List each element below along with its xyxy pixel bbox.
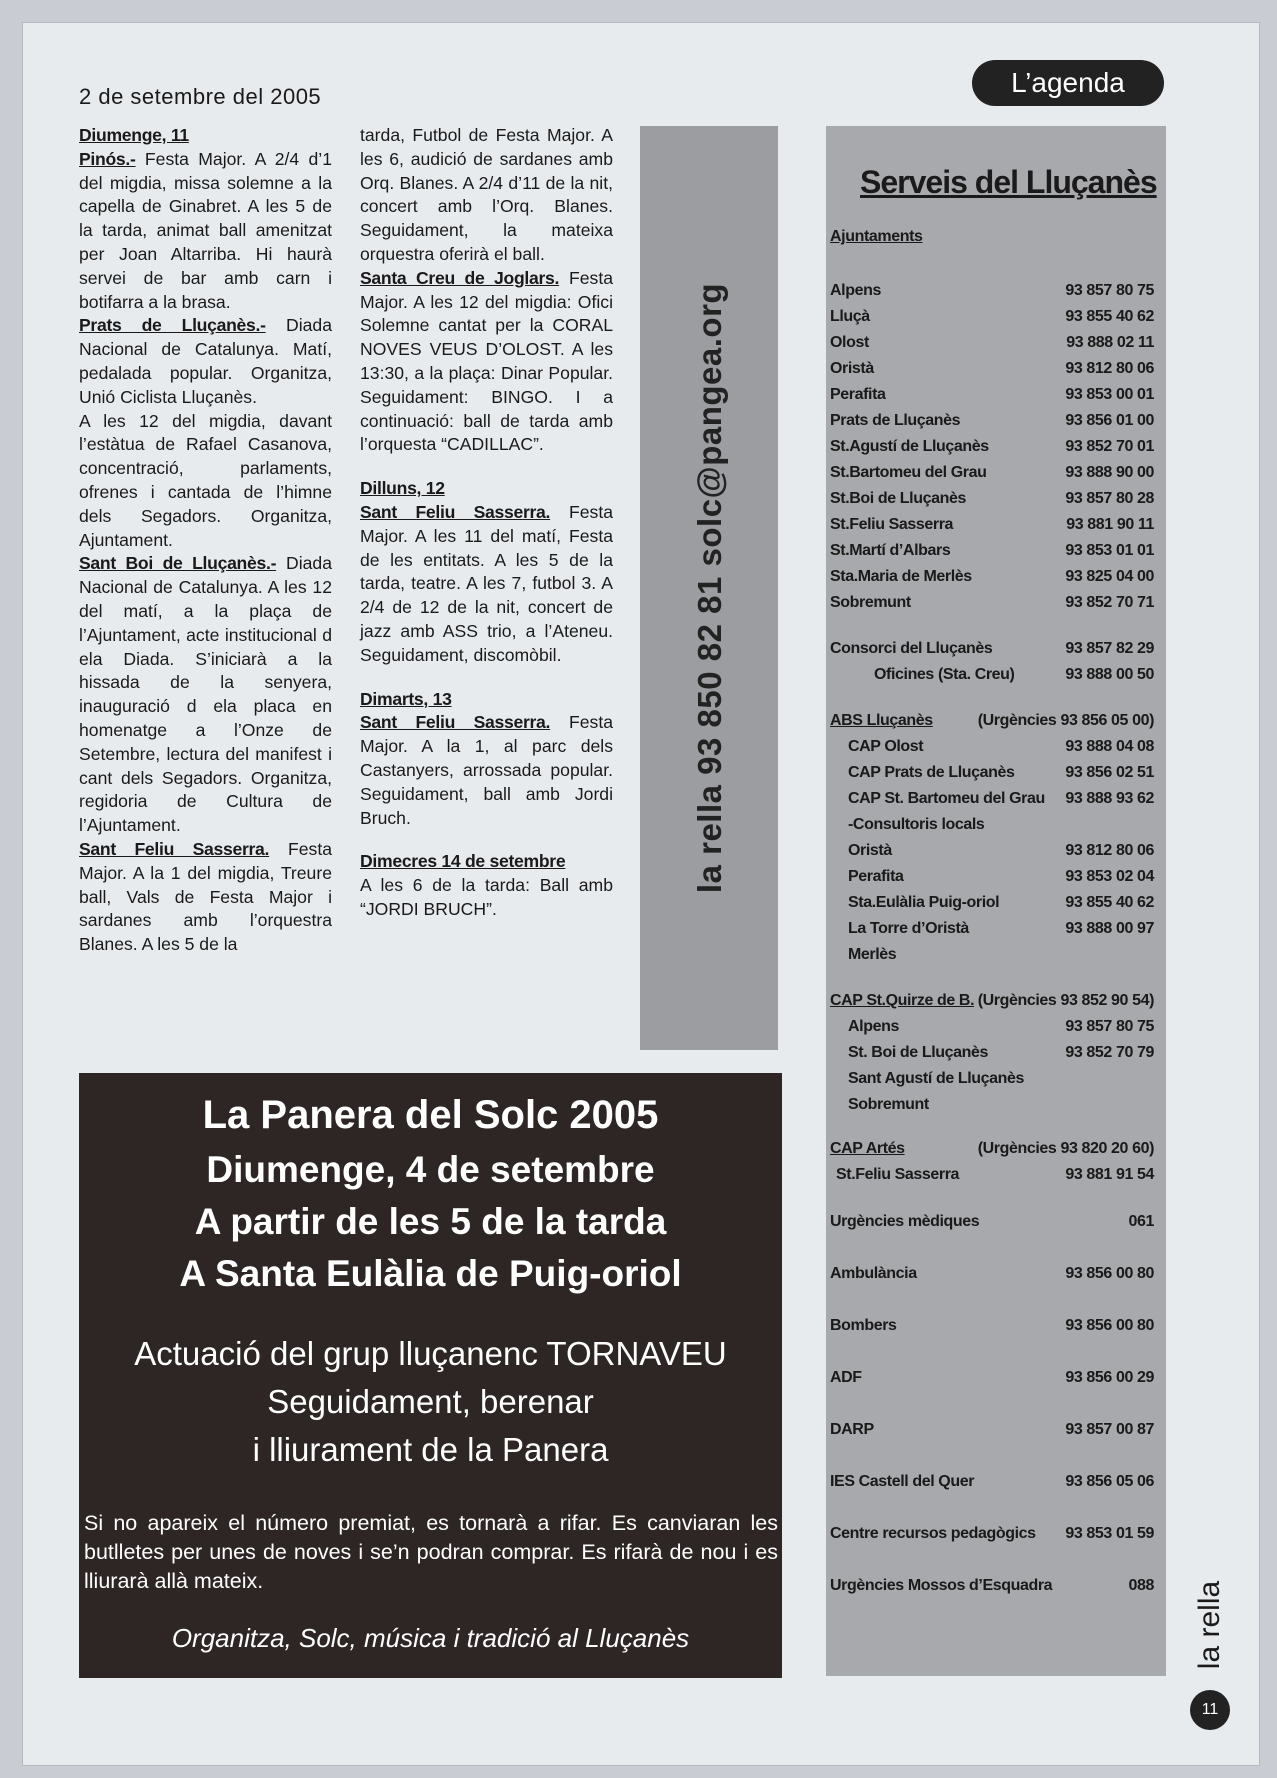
agenda-entry (360, 124, 613, 267)
service-phone: 93 888 93 62 (1065, 790, 1154, 807)
announcement-title: La Panera del Solc 2005 (202, 1093, 659, 1137)
service-row (830, 542, 1162, 566)
service-phone: 93 881 90 11 (1066, 516, 1154, 533)
service-row (830, 360, 1162, 384)
service-name: Oristà (848, 842, 892, 859)
entry-heading: Sant Feliu Sasserra. (360, 501, 551, 522)
service-phone: 93 853 01 59 (1065, 1525, 1154, 1542)
announcement-note: Si no apareix el número premiat, es tornarà a rifar. Es canviaran les butlletes per unes de noves i se’n podran comprar. Es rifarà de nou i es lliurarà allà mateix. (84, 1511, 778, 1593)
service-phone: 93 853 02 04 (1065, 868, 1154, 885)
service-phone: 93 857 80 75 (1065, 1018, 1154, 1035)
entry-text: Diada Nacional de Catalunya. A les 12 del matí, a la plaça de l’Ajuntament, acte institucional d ela Diada. S’iniciarà a la hissada de la senyera, inauguració d ela placa en homenatge a l’Onze de Setembre, lectura del manifest i cant dels Segadors. Organitza, regidoria de Cultura de l’Ajuntament. (79, 553, 332, 836)
agenda-entry (360, 477, 613, 501)
entry-heading: Pinós.- (79, 148, 136, 169)
page-number: 11 (1190, 1690, 1230, 1730)
entry-heading: Sant Feliu Sasserra. (79, 838, 270, 859)
service-row (830, 490, 1162, 514)
service-row (830, 868, 1162, 892)
service-row (830, 308, 1162, 332)
entry-text: tarda, Futbol de Festa Major. A les 6, audició de sardanes amb Orq. Blanes. A 2/4 d’11 de la nit, concert amb l’Orq. Blanes. Seguidament, la mateixa orquestra oferirà el ball. (360, 125, 613, 264)
service-phone: 93 825 04 00 (1065, 568, 1154, 585)
service-row (830, 790, 1162, 814)
service-name: Oficines (Sta. Creu) (874, 666, 1015, 683)
service-row (830, 594, 1162, 618)
brand-footer: la rella (1193, 1580, 1226, 1670)
service-row (830, 640, 1162, 664)
service-phone: (Urgències 93 856 05 00) (977, 712, 1154, 729)
service-name: CAP Olost (848, 738, 924, 755)
announcement-act-2: Seguidament, berenar (267, 1383, 594, 1420)
service-phone: 93 888 02 11 (1066, 334, 1154, 351)
entry-text: A les 12 del migdia, davant l’estàtua de Rafael Casanova, concentració, parlaments, ofrenes i cantada de l’himne dels Segadors. Organitza, Ajuntament. (79, 410, 332, 550)
entry-heading: Dimarts, 13 (360, 688, 452, 709)
service-phone: 93 856 01 00 (1065, 412, 1154, 429)
service-phone: 93 888 00 97 (1065, 920, 1154, 937)
service-name: Consorci del Lluçanès (830, 640, 993, 657)
service-row (830, 764, 1162, 788)
agenda-column-1 (79, 124, 332, 957)
announcement-act-3: i lliurament de la Panera (252, 1431, 609, 1468)
service-row (830, 1018, 1162, 1042)
agenda-entry (360, 850, 613, 874)
service-phone: 93 857 80 75 (1065, 282, 1154, 299)
service-phone: 93 856 00 80 (1065, 1265, 1154, 1282)
entry-heading: Santa Creu de Joglars. (360, 267, 560, 288)
service-phone: 93 852 70 79 (1065, 1044, 1154, 1061)
entry-heading: Dilluns, 12 (360, 478, 445, 499)
service-phone: 93 888 90 00 (1065, 464, 1154, 481)
panera-announcement (79, 1073, 782, 1678)
service-phone: 93 857 82 29 (1065, 640, 1154, 657)
announcement-date: Diumenge, 4 de setembre (206, 1149, 655, 1190)
service-phone: 93 812 80 06 (1065, 842, 1154, 859)
service-name: DARP (830, 1421, 874, 1438)
announcement-act-1: Actuació del grup lluçanenc TORNAVEU (134, 1335, 727, 1372)
entry-text: Diada Nacional de Catalunya. Matí, pedalada popular. Organitza, Unió Ciclista Lluçanès. (79, 315, 332, 407)
agenda-entry (79, 552, 332, 838)
entry-heading: Dimecres 14 de setembre (360, 851, 566, 872)
announcement-place: A Santa Eulàlia de Puig-oriol (179, 1253, 682, 1294)
service-row (830, 666, 1162, 690)
agenda-column-2 (360, 124, 613, 922)
service-row (830, 1166, 1162, 1190)
service-row (830, 816, 1162, 840)
service-name: Sta.Maria de Merlès (830, 568, 972, 585)
service-phone: 93 857 80 28 (1065, 490, 1154, 507)
service-name: -Consultoris locals (848, 816, 985, 833)
service-name: St.Feliu Sasserra (830, 516, 954, 533)
service-name: Perafita (830, 386, 886, 403)
service-phone: 93 855 40 62 (1065, 894, 1154, 911)
service-row (830, 1473, 1162, 1497)
agenda-entry (360, 874, 613, 922)
service-row (830, 842, 1162, 866)
entry-text: Festa Major. A les 11 del matí, Festa de les entitats. A les 5 de la tarda, teatre. A les 7, futbol 3. A 2/4 de 12 de la nit, concert de jazz amb ASS trio, a l’Ateneu. Seguidament, discomòbil. (360, 501, 613, 665)
section-label: L’agenda (972, 60, 1164, 106)
service-name: Bombers (830, 1317, 897, 1334)
service-name: Urgències Mossos d’Esquadra (830, 1577, 1053, 1594)
service-name: Sobremunt (848, 1096, 929, 1113)
entry-text: Festa Major. A la 1, al parc dels Castanyers, arrossada popular. Seguidament, ball amb Jordi Bruch. (360, 712, 613, 828)
entry-heading: Prats de Lluçanès.- (79, 315, 266, 336)
service-name: Ambulància (830, 1265, 917, 1282)
entry-heading: Sant Boi de Lluçanès.- (79, 553, 277, 574)
service-name: St.Bartomeu del Grau (830, 464, 987, 481)
service-name: IES Castell del Quer (830, 1473, 975, 1490)
service-name: Lluçà (830, 308, 870, 325)
service-name: Prats de Lluçanès (830, 412, 961, 429)
issue-date: 2 de setembre del 2005 (79, 84, 322, 109)
service-phone: (Urgències 93 852 90 54) (977, 992, 1154, 1009)
service-row (830, 1140, 1162, 1164)
service-name: Sant Agustí de Lluçanès (848, 1070, 1025, 1087)
service-row (830, 282, 1162, 306)
service-phone: 93 852 70 01 (1065, 438, 1154, 455)
service-row (830, 1044, 1162, 1068)
service-row (830, 334, 1162, 358)
announcement-time: A partir de les 5 de la tarda (194, 1201, 667, 1242)
service-row (830, 1525, 1162, 1549)
service-phone: 088 (1128, 1577, 1154, 1594)
service-name: Sobremunt (830, 594, 911, 611)
service-phone: 93 853 01 01 (1065, 542, 1154, 559)
service-name: Alpens (848, 1018, 899, 1035)
service-name: St.Agustí de Lluçanès (830, 438, 989, 455)
service-name: Perafita (848, 868, 904, 885)
service-row (830, 1265, 1162, 1289)
agenda-entry (360, 267, 613, 457)
service-phone: 93 812 80 06 (1065, 360, 1154, 377)
service-row (830, 992, 1162, 1016)
service-name: Urgències mèdiques (830, 1213, 980, 1230)
service-name: Merlès (848, 946, 897, 963)
agenda-entry (79, 148, 332, 315)
service-name: ABS Lluçanès (830, 712, 933, 729)
entry-text: Festa Major. A 2/4 d’1 del migdia, missa solemne a la capella de Ginabret. A les 5 de la tarda, animat ball amenitzat per Joan Altarriba. Hi haurà servei de bar amb carn i botifarra a la brasa. (79, 148, 332, 312)
service-phone: 93 853 00 01 (1065, 386, 1154, 403)
service-name: St.Feliu Sasserra (836, 1166, 960, 1183)
entry-heading: Sant Feliu Sasserra. (360, 712, 551, 733)
service-row (830, 1213, 1162, 1237)
agenda-entry (360, 711, 613, 830)
agenda-entry (360, 501, 613, 668)
service-row (830, 516, 1162, 540)
service-name: La Torre d’Oristà (848, 920, 969, 937)
service-row (830, 946, 1162, 970)
service-row (830, 1577, 1162, 1601)
service-phone: 93 856 02 51 (1065, 764, 1154, 781)
service-name: CAP Artés (830, 1140, 905, 1157)
contact-banner-text: la rella 93 850 82 81 solc@pangea.org (691, 282, 728, 894)
service-row (830, 738, 1162, 762)
announcement-organizer: Organitza, Solc, música i tradició al Lluçanès (171, 1623, 690, 1653)
service-phone: 93 852 70 71 (1065, 594, 1154, 611)
service-name: Ajuntaments (830, 228, 923, 245)
service-row (830, 568, 1162, 592)
service-name: Olost (830, 334, 869, 351)
service-name: St. Boi de Lluçanès (848, 1044, 988, 1061)
service-row (830, 1369, 1162, 1393)
service-phone: 93 881 91 54 (1065, 1166, 1154, 1183)
service-row (830, 1070, 1162, 1094)
service-name: ADF (830, 1369, 862, 1386)
service-phone: 93 856 05 06 (1065, 1473, 1154, 1490)
service-phone: 93 856 00 29 (1065, 1369, 1154, 1386)
entry-heading: Diumenge, 11 (79, 125, 189, 145)
agenda-entry (79, 124, 332, 148)
entry-text: A les 6 de la tarda: Ball amb “JORDI BRUCH”. (360, 875, 613, 919)
service-phone: 93 856 00 80 (1065, 1317, 1154, 1334)
service-name: St.Martí d’Albars (830, 542, 951, 559)
service-row (830, 712, 1162, 736)
service-row (830, 1421, 1162, 1445)
agenda-entry (360, 688, 613, 712)
service-name: CAP St.Quirze de B. (830, 992, 975, 1009)
service-phone: 061 (1128, 1213, 1154, 1230)
agenda-entry (79, 410, 332, 553)
service-phone: 93 888 00 50 (1065, 666, 1154, 683)
service-row (830, 894, 1162, 918)
service-name: Centre recursos pedagògics (830, 1525, 1036, 1542)
service-row (830, 386, 1162, 410)
services-directory (826, 126, 1166, 1676)
service-row (830, 1317, 1162, 1341)
service-row (830, 1096, 1162, 1120)
entry-text: Festa Major. A les 12 del migdia: Ofici Solemne cantat per la CORAL NOVES VEUS D’OLOST. A les 13:30, a la plaça: Dinar Popular. Seguidament: BINGO. I a continuació: ball de tarda amb l’orquesta “CADILLAC”. (360, 267, 614, 455)
service-row (830, 464, 1162, 488)
service-row (830, 228, 1162, 252)
service-phone: 93 857 00 87 (1065, 1421, 1154, 1438)
service-row (830, 438, 1162, 462)
service-name: Oristà (830, 360, 874, 377)
services-title: Serveis del Lluçanès (860, 164, 1157, 200)
agenda-entry (79, 314, 332, 409)
service-phone: (Urgències 93 820 20 60) (977, 1140, 1154, 1157)
service-name: St.Boi de Lluçanès (830, 490, 966, 507)
service-name: Alpens (830, 282, 881, 299)
service-name: Sta.Eulàlia Puig-oriol (848, 894, 1000, 911)
service-name: CAP St. Bartomeu del Grau (848, 790, 1045, 807)
service-row (830, 920, 1162, 944)
service-phone: 93 855 40 62 (1065, 308, 1154, 325)
service-row (830, 412, 1162, 436)
agenda-entry (79, 838, 332, 957)
entry-text: Festa Major. A la 1 del migdia, Treure ball, Vals de Festa Major i sardanes amb l’orquestra Blanes. A les 5 de la (79, 838, 332, 955)
service-phone: 93 888 04 08 (1065, 738, 1154, 755)
service-name: CAP Prats de Lluçanès (848, 764, 1015, 781)
